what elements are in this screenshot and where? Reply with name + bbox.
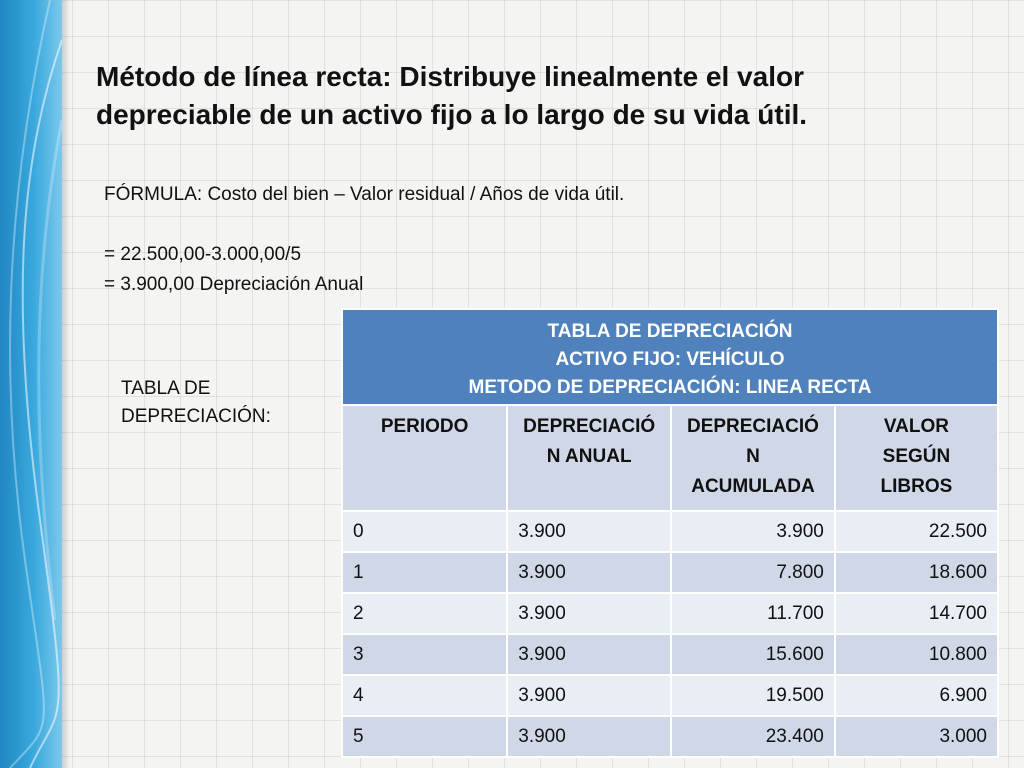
side-label-line-2: DEPRECIACIÓN:	[121, 406, 271, 427]
table-row	[342, 593, 998, 634]
formula-block	[104, 180, 804, 300]
cell-periodo: 5	[342, 716, 507, 757]
table-title-line-2: ACTIVO FIJO: VEHÍCULO	[555, 349, 785, 370]
cell-anual: 3.900	[507, 675, 671, 716]
col-header-anual-line-1: DEPRECIACIÓ	[523, 416, 656, 437]
col-header-libros-line-1: VALOR	[883, 416, 949, 437]
depreciation-table	[341, 308, 999, 758]
cell-acumulada: 15.600	[671, 634, 835, 675]
calc-line-1: = 22.500,00-3.000,00/5	[104, 244, 302, 265]
cell-libros: 14.700	[835, 593, 998, 634]
cell-anual: 3.900	[507, 716, 671, 757]
table-side-label	[121, 375, 321, 431]
cell-acumulada: 11.700	[671, 593, 835, 634]
cell-periodo: 4	[342, 675, 507, 716]
side-label-line-1: TABLA DE	[121, 378, 211, 399]
cell-anual: 3.900	[507, 593, 671, 634]
col-header-libros-line-3: LIBROS	[880, 476, 953, 497]
cell-periodo: 3	[342, 634, 507, 675]
calc-line-2: = 3.900,00 Depreciación Anual	[104, 274, 364, 295]
cell-anual: 3.900	[507, 552, 671, 593]
cell-anual: 3.900	[507, 634, 671, 675]
col-header-acumulada-line-2: N	[746, 446, 760, 467]
table-row	[342, 511, 998, 552]
cell-acumulada: 3.900	[671, 511, 835, 552]
col-header-valor-segun-libros	[835, 405, 998, 511]
col-header-acumulada-line-3: ACUMULADA	[691, 476, 815, 497]
col-header-depreciacion-acumulada	[671, 405, 835, 511]
col-header-acumulada-line-1: DEPRECIACIÓ	[686, 416, 819, 437]
table-title-line-1: TABLA DE DEPRECIACIÓN	[547, 321, 793, 342]
decorative-left-band	[0, 0, 62, 768]
slide-title	[96, 58, 996, 134]
cell-libros: 10.800	[835, 634, 998, 675]
col-header-periodo	[342, 405, 507, 511]
cell-libros: 3.000	[835, 716, 998, 757]
table-row	[342, 675, 998, 716]
table-row	[342, 634, 998, 675]
col-header-libros-line-2: SEGÚN	[882, 446, 951, 467]
table-title	[342, 309, 998, 405]
cell-anual: 3.900	[507, 511, 671, 552]
column-header-row	[342, 405, 998, 511]
col-header-anual-line-2: N ANUAL	[546, 446, 632, 467]
cell-periodo: 1	[342, 552, 507, 593]
cell-acumulada: 19.500	[671, 675, 835, 716]
title-line-1: Método de línea recta: Distribuye linealmente el valor	[96, 61, 804, 92]
cell-libros: 22.500	[835, 511, 998, 552]
table-row	[342, 716, 998, 757]
cell-acumulada: 7.800	[671, 552, 835, 593]
cell-periodo: 2	[342, 593, 507, 634]
cell-periodo: 0	[342, 511, 507, 552]
col-header-periodo-line-1: PERIODO	[380, 416, 469, 437]
table-title-row	[342, 309, 998, 405]
title-line-2: depreciable de un activo fijo a lo largo de su vida útil.	[96, 99, 808, 130]
wave-decoration-icon	[0, 0, 62, 768]
cell-libros: 6.900	[835, 675, 998, 716]
formula-label: FÓRMULA: Costo del bien – Valor residual / Años de vida útil.	[104, 184, 625, 205]
cell-libros: 18.600	[835, 552, 998, 593]
table-row	[342, 552, 998, 593]
col-header-depreciacion-anual	[507, 405, 671, 511]
band-shadow	[62, 0, 70, 768]
cell-acumulada: 23.400	[671, 716, 835, 757]
table-title-line-3: METODO DE DEPRECIACIÓN: LINEA RECTA	[468, 377, 872, 398]
